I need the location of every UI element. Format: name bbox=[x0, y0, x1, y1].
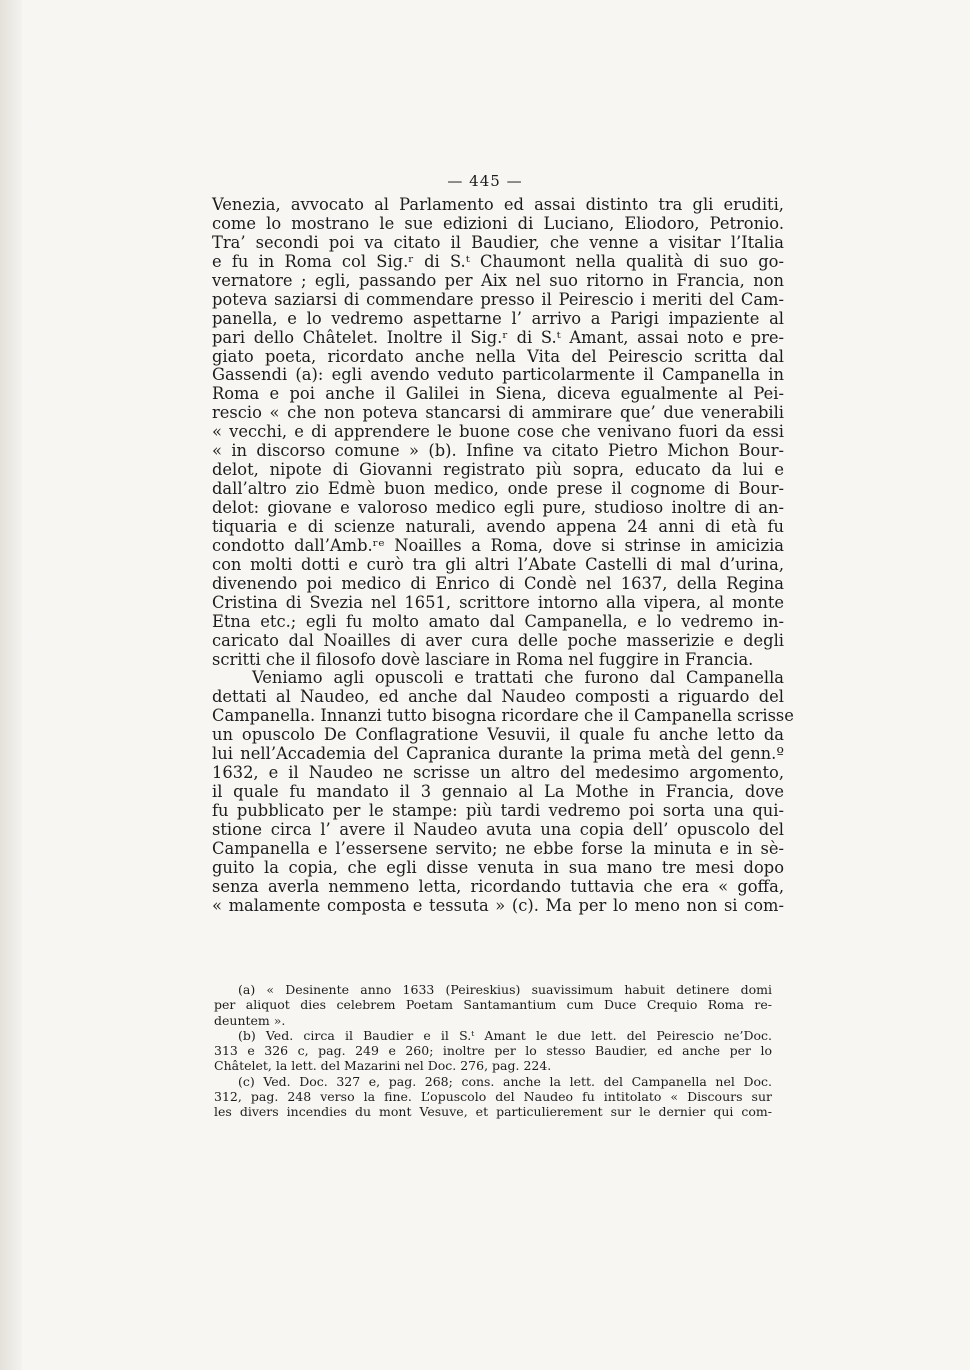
body-line: giato poeta, ricordato anche nella Vita del Peirescio scritta dal bbox=[212, 346, 784, 366]
body-line: stione circa l’ avere il Naudeo avuta una copia dell’ opuscolo del bbox=[212, 819, 784, 839]
body-line: il quale fu mandato il 3 gennaio al La Mothe in Francia, dove bbox=[212, 782, 784, 802]
body-line: vernatore ; egli, passando per Aix nel suo ritorno in Francia, non bbox=[212, 270, 784, 290]
body-line: delot, nipote di Giovanni registrato più sopra, educato da lui e bbox=[212, 460, 784, 480]
body-line: Roma e poi anche il Galilei in Siena, diceva egualmente al Pei- bbox=[212, 384, 784, 404]
body-line: scritti che il filosofo dovè lasciare in Roma nel fuggire in Francia. bbox=[212, 649, 754, 669]
footnote-line: deuntem ». bbox=[214, 1012, 286, 1028]
body-text bbox=[212, 195, 794, 916]
body-line: e fu in Roma col Sig.ʳ di S.ᵗ Chaumont nella qualità di suo go- bbox=[212, 251, 784, 271]
body-line: Campanella. Innanzi tutto bisogna ricordare che il Campanella scrisse bbox=[212, 706, 794, 726]
body-line: fu pubblicato per le stampe: più tardi vedremo poi sorta una qui- bbox=[212, 801, 784, 820]
body-line: senza averla nemmeno letta, ricordando tuttavia che era « goffa, bbox=[212, 876, 784, 896]
body-line: « vecchi, e di apprendere le buone cose che venivano fuori da essi bbox=[212, 422, 784, 442]
body-line: un opuscolo De Conflagratione Vesuvii, il quale fu anche letto da bbox=[212, 725, 784, 745]
footnote-line: (b) Ved. circa il Baudier e il S.ᵗ Amant le due lett. del Peirescio ne’Doc. bbox=[238, 1027, 772, 1043]
footnote-line: 312, pag. 248 verso la fine. L’opuscolo del Naudeo fu intitolato « Discours sur bbox=[214, 1089, 772, 1105]
body-line: caricato dal Noailles di aver cura delle poche masserizie e degli bbox=[212, 630, 784, 650]
body-line: con molti dotti e curò tra gli altri l’Abate Castelli di mal d’urina, bbox=[212, 554, 784, 574]
body-line: guito la copia, che egli disse venuta in sua mano tre mesi dopo bbox=[212, 857, 784, 877]
body-line: dall’altro zio Edmè buon medico, onde prese il cognome di Bour- bbox=[212, 479, 784, 499]
footnote-line: les divers incendies du mont Vesuve, et particulierement sur le dernier qui com- bbox=[214, 1104, 772, 1120]
body-line: come lo mostrano le sue edizioni di Luciano, Eliodoro, Petronio. bbox=[212, 213, 784, 233]
footnote-line: Châtelet, la lett. del Mazarini nel Doc. 276, pag. 224. bbox=[214, 1058, 552, 1074]
footnotes bbox=[214, 982, 772, 1120]
page-number: — 445 — bbox=[447, 172, 523, 190]
footnote-line: 313 e 326 c, pag. 249 e 260; inoltre per lo stesso Baudier, ed anche per lo bbox=[214, 1043, 772, 1059]
body-line: Veniamo agli opuscoli e trattati che furono dal Campanella bbox=[252, 668, 784, 688]
body-line: Tra’ secondi poi va citato il Baudier, che venne a visitar l’Italia bbox=[212, 232, 784, 252]
body-line: « malamente composta e tessuta » (c). Ma per lo meno non si com- bbox=[212, 895, 784, 915]
footnote-line: (a) « Desinente anno 1633 (Peireskius) suavissimum habuit detinere domi bbox=[238, 982, 772, 997]
body-line: Gassendi (a): egli avendo veduto particolarmente il Campanella in bbox=[212, 365, 784, 385]
body-line: poteva saziarsi di commendare presso il Peirescio i meriti del Cam- bbox=[212, 289, 784, 309]
body-line: lui nell’Accademia del Capranica durante la prima metà del genn.º bbox=[212, 744, 784, 764]
body-line: panella, e lo vedremo aspettarne l’ arrivo a Parigi impaziente al bbox=[212, 308, 784, 328]
body-line: 1632, e il Naudeo ne scrisse un altro del medesimo argomento, bbox=[212, 763, 784, 783]
body-line: tiquaria e di scienze naturali, avendo appena 24 anni di età fu bbox=[212, 516, 784, 536]
footnote-line: per aliquot dies celebrem Poetam Santamantium cum Duce Crequio Roma re- bbox=[214, 997, 772, 1013]
body-line: dettati al Naudeo, ed anche dal Naudeo composti a riguardo del bbox=[212, 687, 784, 707]
body-line: delot: giovane e valoroso medico egli pure, studioso inoltre di an- bbox=[212, 498, 784, 517]
body-line: condotto dall’Amb.ʳᵉ Noailles a Roma, dove si strinse in amicizia bbox=[212, 535, 784, 555]
body-line: Campanella e l’essersene servito; ne ebbe forse la minuta e in sè- bbox=[212, 838, 784, 858]
body-line: Cristina di Svezia nel 1651, scrittore intorno alla vipera, al monte bbox=[212, 592, 784, 612]
page-edge bbox=[0, 0, 22, 1370]
body-line: rescio « che non poteva stancarsi di ammirare que’ due venerabili bbox=[212, 403, 784, 423]
body-line: Venezia, avvocato al Parlamento ed assai distinto tra gli eruditi, bbox=[212, 195, 784, 214]
footnote-line: (c) Ved. Doc. 327 e, pag. 268; cons. anche la lett. del Campanella nel Doc. bbox=[238, 1073, 772, 1089]
body-line: divenendo poi medico di Enrico di Condè nel 1637, della Regina bbox=[212, 573, 784, 593]
body-line: Etna etc.; egli fu molto amato dal Campanella, e lo vedremo in- bbox=[212, 611, 784, 631]
body-line: « in discorso comune » (b). Infine va citato Pietro Michon Bour- bbox=[212, 441, 784, 461]
body-line: pari dello Châtelet. Inoltre il Sig.ʳ di S.ᵗ Amant, assai noto e pre- bbox=[212, 327, 784, 347]
